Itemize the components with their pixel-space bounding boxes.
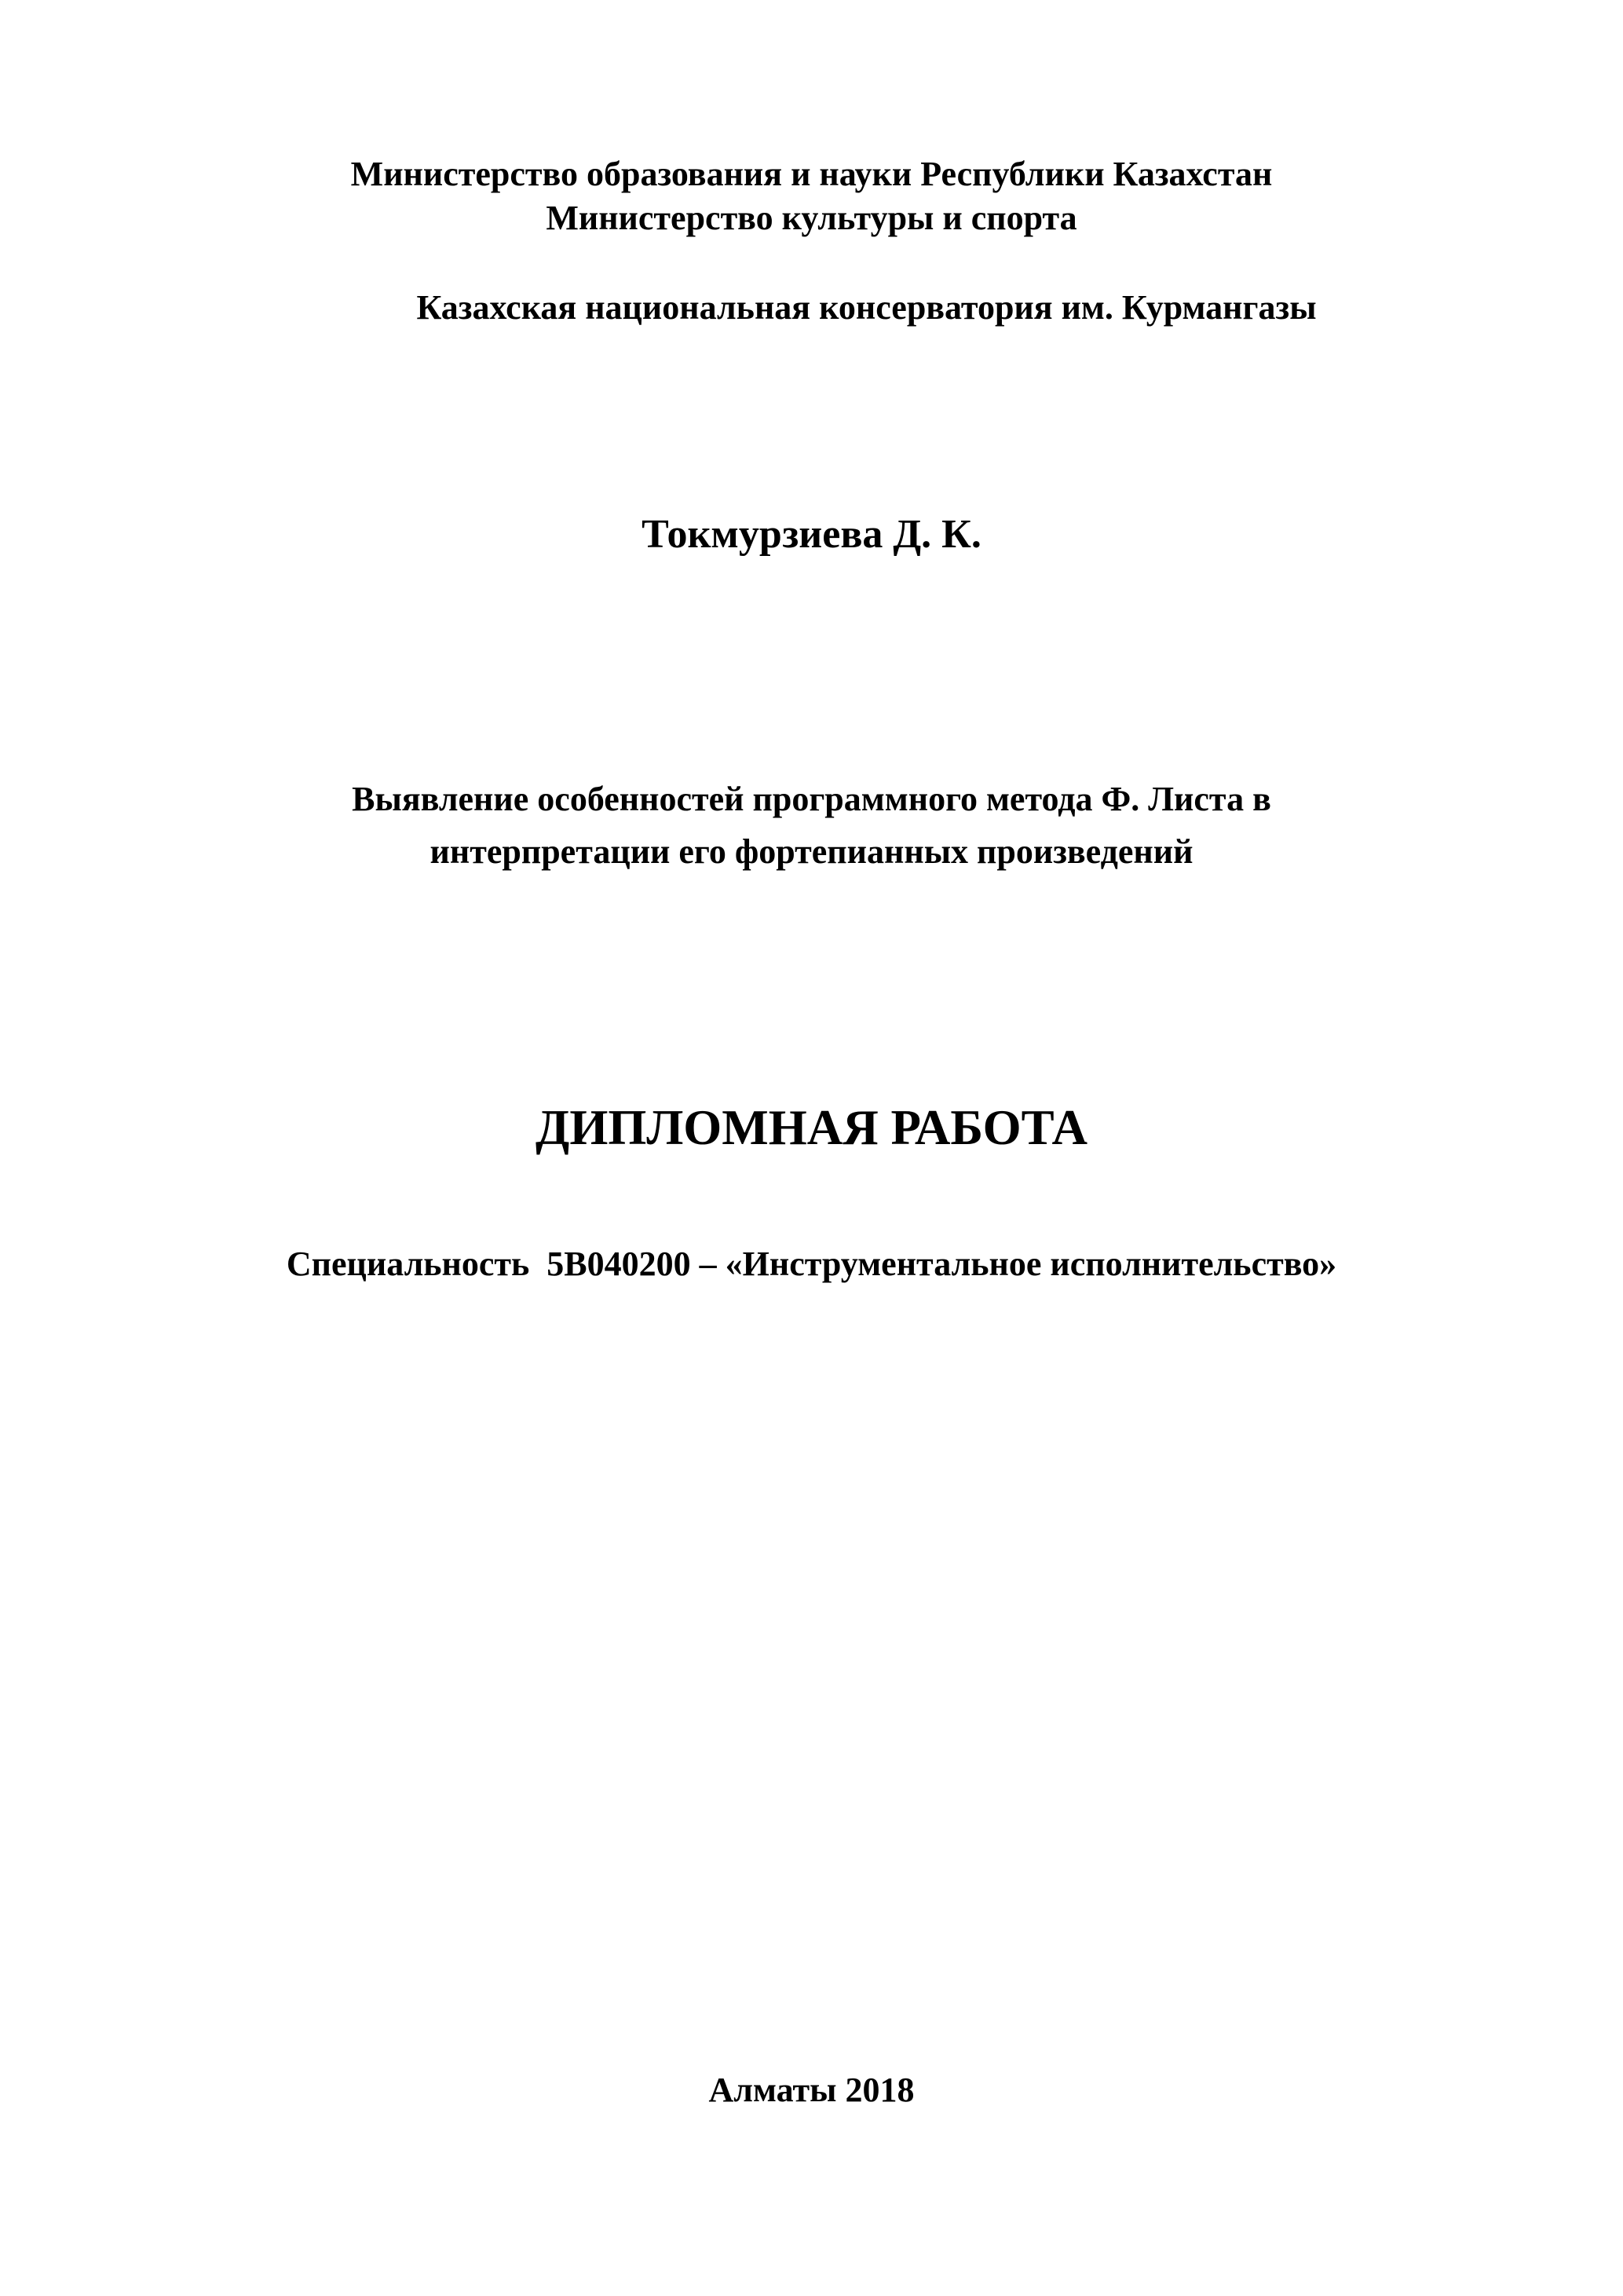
author-name: Токмурзиева Д. К. — [642, 512, 981, 557]
thesis-title-line-2: интерпретации его фортепианных произведений — [430, 832, 1193, 871]
ministry-education-heading: Министерство образования и науки Республики Казахстан — [350, 155, 1273, 193]
ministry-culture-heading: Министерство культуры и спорта — [546, 199, 1077, 237]
specialty-line: Специальность 5В040200 – «Инструментальное исполнительство» — [286, 1245, 1337, 1283]
thesis-title-line-1: Выявление особенностей программного метода Ф. Листа в — [352, 780, 1271, 818]
city-year: Алматы 2018 — [708, 2071, 915, 2109]
institution-name: Казахская национальная консерватория им. Курмангазы — [416, 288, 1317, 327]
work-type-heading: ДИПЛОМНАЯ РАБОТА — [535, 1100, 1088, 1155]
